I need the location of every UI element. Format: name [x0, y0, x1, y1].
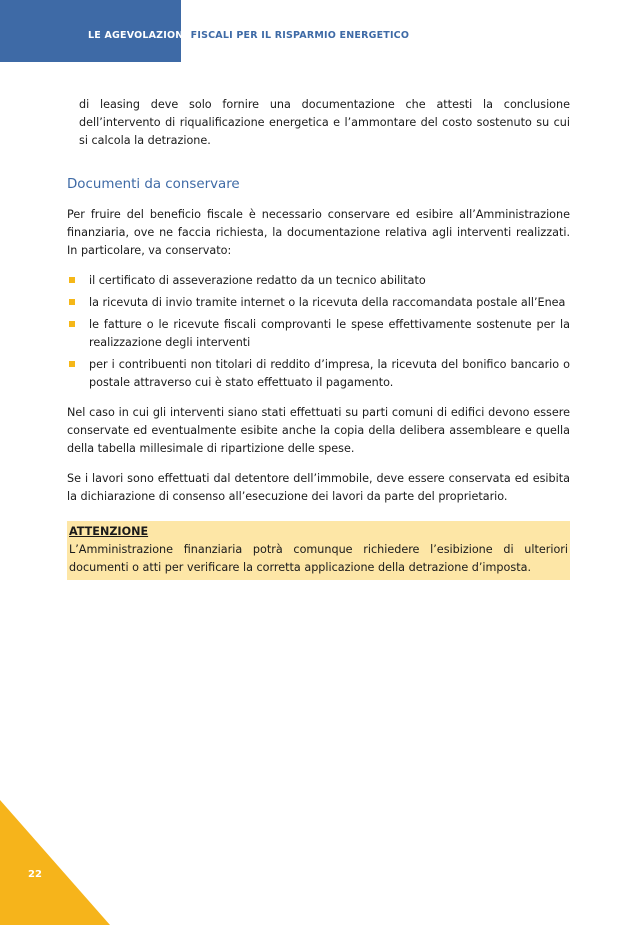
corner-decoration — [0, 800, 110, 925]
section-heading: Documenti da conservare — [67, 177, 240, 192]
square-bullet-icon — [69, 277, 75, 283]
notice-text: L’Amministrazione finanziaria potrà comunque richiedere l’esibizione di ulteriori documenti o atti per verificare la corretta applicazione della detrazione d’imposta. — [69, 543, 568, 574]
page-number: 22 — [28, 869, 42, 880]
documents-list — [67, 272, 570, 392]
running-header — [88, 30, 409, 41]
list-item-text: la ricevuta di invio tramite internet o la ricevuta della raccomandata postale all’Enea — [89, 296, 566, 309]
section-intro: Per fruire del beneficio fiscale è necessario conservare ed esibire all’Amministrazione finanziaria, ove ne faccia richiesta, la documentazione relativa agli interventi realizzati. In particolare, va conservato: — [67, 208, 570, 257]
running-header-part2: FISCALI PER IL RISPARMIO ENERGETICO — [190, 30, 410, 41]
notice-title: ATTENZIONE — [69, 525, 149, 538]
list-item-text: le fatture o le ricevute fiscali comprovanti le spese effettivamente sostenute per la realizzazione degli interventi — [89, 318, 570, 349]
paragraph-holder: Se i lavori sono effettuati dal detentore dell’immobile, deve essere conservata ed esibita la dichiarazione di consenso all’esecuzione dei lavori da parte del proprietario. — [67, 472, 570, 503]
running-header-part1: LE AGEVOLAZIONI — [88, 30, 191, 41]
list-item-text: per i contribuenti non titolari di reddito d’impresa, la ricevuta del bonifico bancario o postale attraverso cui è stato effettuato il pagamento. — [89, 358, 570, 389]
list-item-text: il certificato di asseverazione redatto da un tecnico abilitato — [89, 274, 426, 287]
paragraph-common-parts: Nel caso in cui gli interventi siano stati effettuati su parti comuni di edifici devono essere conservate ed eventualmente esibite anche la copia della delibera assembleare e quella della tabella millesimale di ripartizione delle spese. — [67, 406, 570, 455]
square-bullet-icon — [69, 361, 75, 367]
page-content — [67, 96, 570, 580]
list-item — [67, 272, 570, 290]
list-item — [67, 356, 570, 392]
list-item — [67, 294, 570, 312]
square-bullet-icon — [69, 321, 75, 327]
list-item — [67, 316, 570, 352]
notice-box — [67, 521, 570, 580]
intro-continuation: di leasing deve solo fornire una documentazione che attesti la conclusione dell’intervento di riqualificazione energetica e l’ammontare del costo sostenuto su cui si calcola la detrazione. — [79, 98, 570, 147]
square-bullet-icon — [69, 299, 75, 305]
